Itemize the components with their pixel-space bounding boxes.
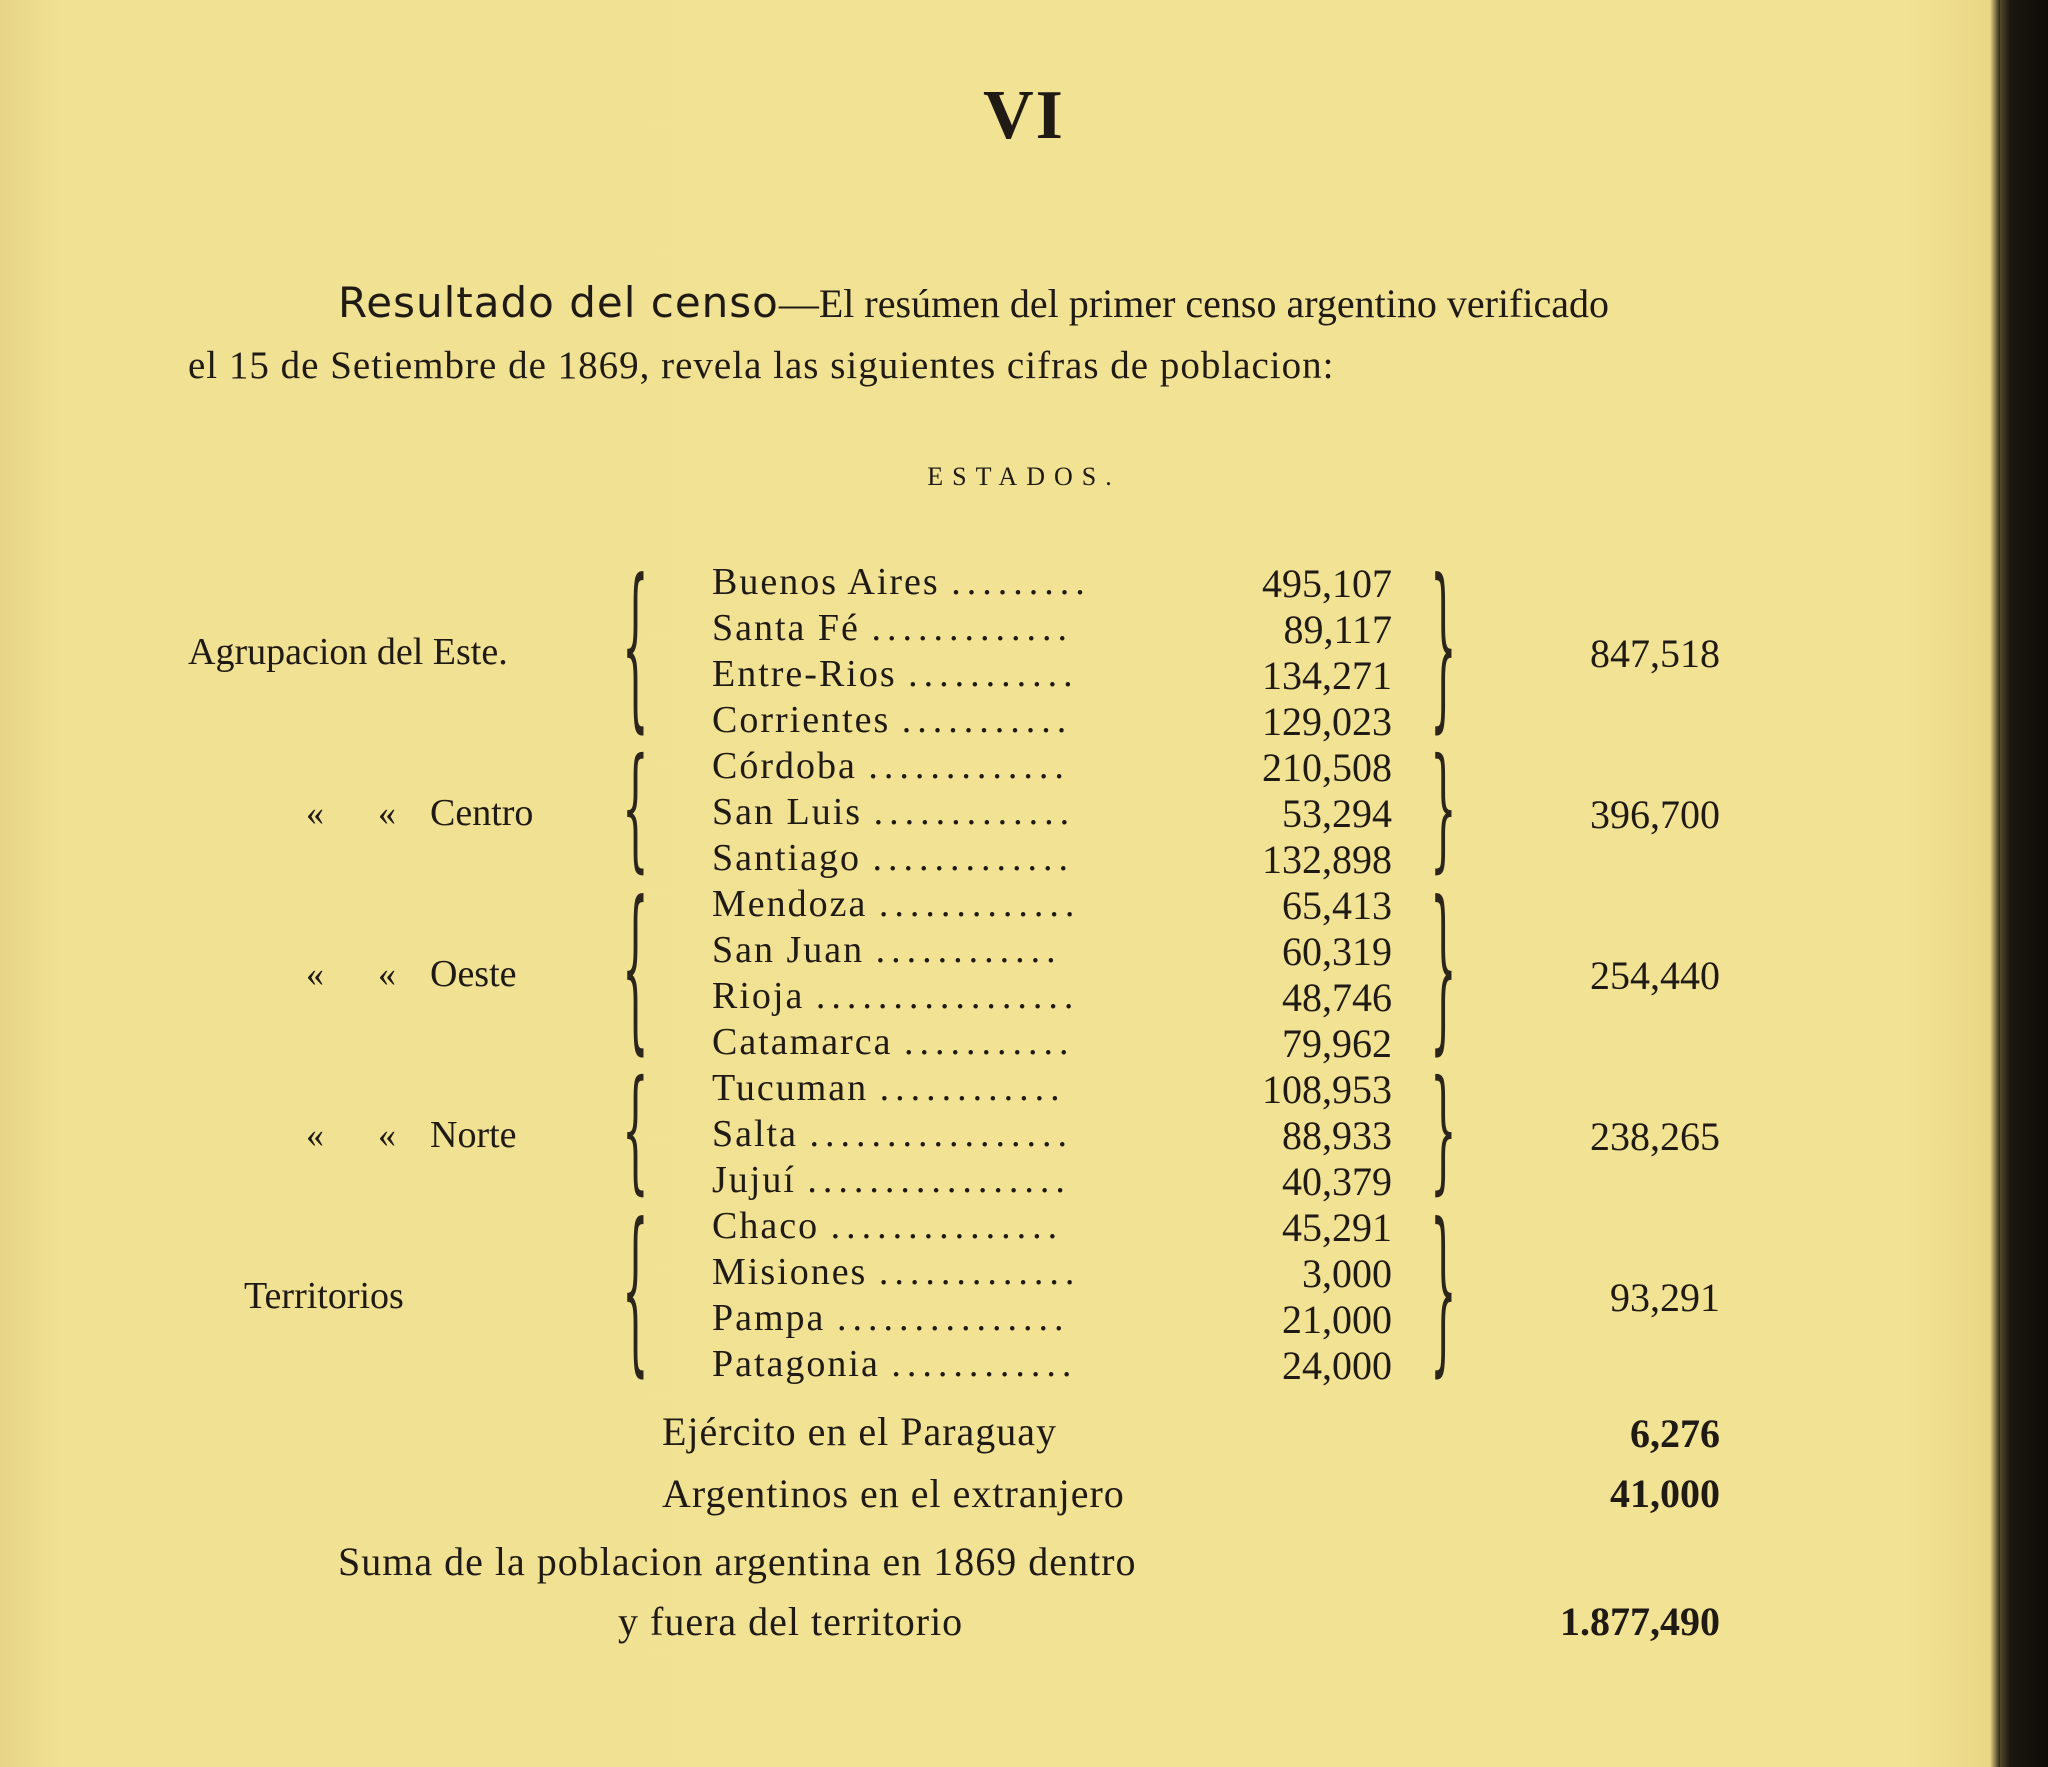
table-row-value: 108,953 (1262, 1067, 1392, 1112)
intro-line-1-rest: —El resúmen del primer censo argentino verificado (778, 281, 1609, 326)
entity-name: Patagonia (712, 1343, 880, 1385)
left-brace: { (622, 865, 649, 1074)
leader-dots: ............. (878, 883, 1081, 925)
table-row-name (712, 1250, 1182, 1294)
table-row-value: 134,271 (1262, 653, 1392, 698)
entity-name: San Luis (712, 791, 863, 833)
ditto-marks: « « (306, 793, 396, 833)
group-label (306, 952, 517, 996)
table-row-value: 21,000 (1282, 1297, 1392, 1342)
table-row-name (712, 928, 1182, 972)
table-row-name (712, 698, 1182, 742)
leader-dots: ............... (830, 1205, 1064, 1247)
entity-name: Tucuman (712, 1067, 869, 1109)
entity-name: Rioja (712, 975, 805, 1017)
leader-dots: ........... (908, 653, 1079, 695)
table-row-name (712, 560, 1182, 604)
table-row-name (712, 790, 1182, 834)
table-row-name (712, 1204, 1182, 1248)
leader-dots: ............... (836, 1297, 1070, 1339)
table-row-value: 495,107 (1262, 561, 1392, 606)
entity-name: San Juan (712, 929, 865, 971)
group-label-text: Norte (430, 1114, 517, 1156)
entity-name: Santiago (712, 837, 861, 879)
table-row-value: 89,117 (1283, 607, 1392, 652)
table-row-value: 3,000 (1302, 1251, 1392, 1296)
ditto-marks: « « (306, 954, 396, 994)
group-total: 396,700 (1590, 792, 1720, 837)
group-label (306, 1113, 517, 1157)
group-total: 238,265 (1590, 1114, 1720, 1159)
entity-name: Salta (712, 1113, 798, 1155)
leader-dots: ............ (875, 929, 1062, 971)
intro-line-2: el 15 de Setiembre de 1869, revela las siguientes cifras de poblacion: (188, 344, 1335, 387)
entity-name: Jujuí (712, 1159, 796, 1201)
table-row-value: 48,746 (1282, 975, 1392, 1020)
leader-dots: ............. (871, 607, 1073, 649)
section-title: ESTADOS. (927, 462, 1121, 491)
entity-name: Córdoba (712, 745, 857, 787)
group-label (244, 1274, 404, 1318)
right-brace: } (1430, 1187, 1457, 1396)
table-row-value: 45,291 (1282, 1205, 1392, 1250)
group-total: 93,291 (1610, 1275, 1720, 1320)
table-row-value: 53,294 (1282, 791, 1392, 836)
table-row-name (712, 1342, 1182, 1386)
table-row-value: 79,962 (1282, 1021, 1392, 1066)
summary-total: 1.877,490 (1560, 1599, 1720, 1644)
leader-dots: ............. (878, 1251, 1081, 1293)
entity-name: Misiones (712, 1251, 868, 1293)
entity-name: Santa Fé (712, 607, 860, 649)
leader-dots: ................. (807, 1159, 1071, 1201)
table-row-name (712, 1066, 1182, 1110)
table-row-value: 40,379 (1282, 1159, 1392, 1204)
group-total: 847,518 (1590, 631, 1720, 676)
entity-name: Chaco (712, 1205, 820, 1247)
table-row-name (712, 1296, 1182, 1340)
group-label (306, 791, 533, 835)
table-row-name (712, 1112, 1182, 1156)
book-spine (2000, 0, 2048, 1767)
table-row-value: 88,933 (1282, 1113, 1392, 1158)
entity-name: Mendoza (712, 883, 868, 925)
table-row-value: 132,898 (1262, 837, 1392, 882)
leader-dots: ................. (809, 1113, 1073, 1155)
chapter-number: VI (983, 77, 1065, 154)
table-row-name (712, 652, 1182, 696)
right-brace: } (1430, 1052, 1457, 1209)
table-row-name (712, 1158, 1182, 1202)
table-row-name (712, 836, 1182, 880)
entity-name: Buenos Aires (712, 561, 940, 603)
left-brace: { (622, 543, 649, 752)
table-row-value: 129,023 (1262, 699, 1392, 744)
right-brace: } (1430, 543, 1457, 752)
leader-dots: ............ (879, 1067, 1066, 1109)
summary-line-1: Suma de la poblacion argentina en 1869 dentro (338, 1539, 1137, 1584)
intro-lead: Resultado del censo (338, 278, 779, 327)
table-row-value: 24,000 (1282, 1343, 1392, 1388)
group-label-text: Centro (430, 792, 534, 834)
intro-line-1 (338, 278, 1609, 327)
leader-dots: ............ (891, 1343, 1078, 1385)
left-brace: { (622, 730, 649, 887)
ditto-marks: « « (306, 1115, 396, 1155)
left-brace: { (622, 1187, 649, 1396)
entity-name: Entre-Rios (712, 653, 897, 695)
right-brace: } (1430, 730, 1457, 887)
table-row-name (712, 744, 1182, 788)
extra-value-army: 6,276 (1630, 1411, 1720, 1456)
group-label-text: Oeste (430, 953, 517, 995)
table-row-value: 210,508 (1262, 745, 1392, 790)
summary-line-2: y fuera del territorio (618, 1599, 964, 1644)
leader-dots: ............. (868, 745, 1070, 787)
leader-dots: ............. (873, 791, 1076, 833)
leader-dots: ........... (903, 1021, 1075, 1063)
extra-label-abroad: Argentinos en el extranjero (662, 1471, 1125, 1516)
right-brace: } (1430, 865, 1457, 1074)
group-label-text: Territorios (244, 1275, 404, 1317)
extra-value-abroad: 41,000 (1610, 1471, 1720, 1516)
left-brace: { (622, 1052, 649, 1209)
group-label-text: Agrupacion del Este. (188, 631, 508, 673)
group-label (188, 630, 508, 674)
entity-name: Catamarca (712, 1021, 893, 1063)
leader-dots: ........... (901, 699, 1073, 741)
table-row-value: 60,319 (1282, 929, 1392, 974)
leader-dots: ............. (872, 837, 1074, 879)
entity-name: Corrientes (712, 699, 891, 741)
entity-name: Pampa (712, 1297, 826, 1339)
table-row-value: 65,413 (1282, 883, 1392, 928)
table-row-name (712, 882, 1182, 926)
group-total: 254,440 (1590, 953, 1720, 998)
table-row-name (712, 606, 1182, 650)
table-row-name (712, 1020, 1182, 1064)
leader-dots: ................. (815, 975, 1080, 1017)
table-row-name (712, 974, 1182, 1018)
leader-dots: ......... (951, 561, 1091, 603)
extra-label-army: Ejército en el Paraguay (662, 1409, 1058, 1454)
